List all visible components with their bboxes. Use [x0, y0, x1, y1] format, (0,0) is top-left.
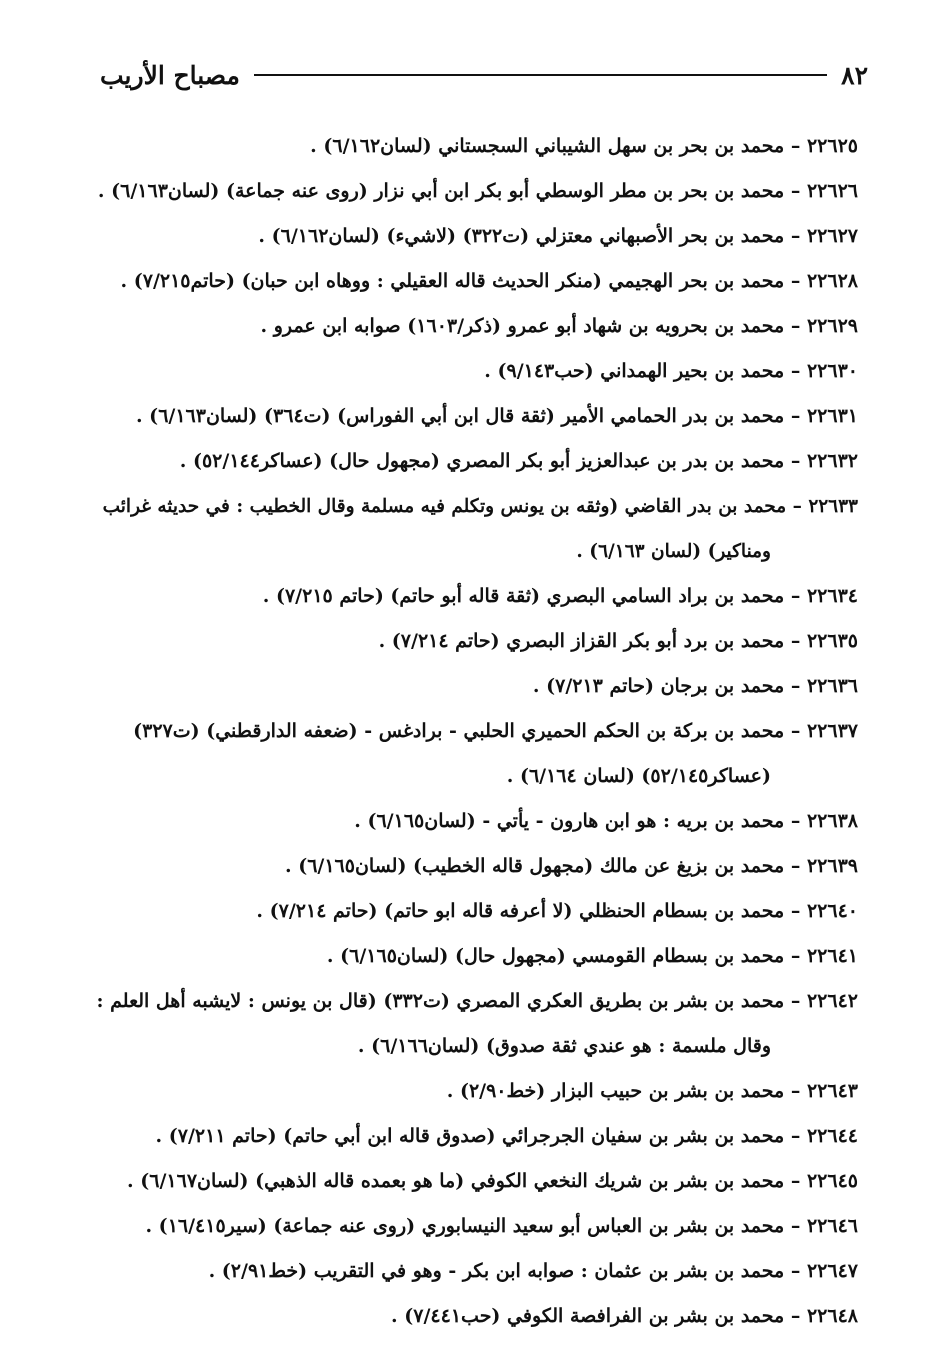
running-header	[100, 58, 868, 92]
entry-22625	[96, 124, 858, 169]
entry-22627	[96, 214, 858, 259]
entry-text: محمد بن برد أبو بكر القزاز البصري (حاتم ٧/٢١٤) .	[378, 630, 785, 652]
entry-22648	[96, 1294, 858, 1339]
entry-22641	[96, 934, 858, 979]
entry-number: ٢٢٦٤١	[806, 945, 858, 967]
entry-dash: –	[790, 360, 801, 382]
entry-22636	[96, 664, 858, 709]
entry-text: محمد بن بشر بن حبيب البزار (خط٢/٩٠) .	[446, 1080, 785, 1102]
entry-dash: –	[790, 630, 801, 652]
entry-22644	[96, 1114, 858, 1159]
entry-number: ٢٢٦٣٦	[806, 675, 858, 697]
entry-dash: –	[790, 1305, 801, 1327]
entry-number: ٢٢٦٣١	[806, 405, 858, 427]
entry-22626	[96, 169, 858, 214]
entry-number: ٢٢٦٤٦	[806, 1215, 858, 1237]
entry-dash: –	[790, 180, 801, 202]
entry-text: محمد بن بدر القاضي (وثقه بن يونس وتكلم فيه مسلمة وقال الخطيب : في حديثه غرائب	[102, 496, 787, 517]
entry-text: محمد بن بزيغ عن مالك (مجهول قاله الخطيب) (لسان٦/١٦٥) .	[284, 855, 785, 877]
entry-dash: –	[790, 1215, 801, 1237]
entry-text: محمد بن بحرويه بن شهاد أبو عمرو (ذكر/١٦٠٣) صوابه ابن عمرو .	[260, 315, 785, 337]
entry-dash: –	[790, 225, 801, 247]
entry-number: ٢٢٦٤٠	[806, 900, 858, 922]
entry-number: ٢٢٦٤٢	[806, 990, 858, 1012]
entry-22628	[96, 259, 858, 304]
entry-number: ٢٢٦٢٧	[806, 225, 858, 247]
entry-number: ٢٢٦٢٩	[806, 315, 858, 337]
entry-dash: –	[790, 810, 801, 832]
entry-22646	[96, 1204, 858, 1249]
entry-22638	[96, 799, 858, 844]
entry-text: محمد بن بشر بن عثمان : صوابه ابن بكر - وهو في التقريب (خط٢/٩١) .	[208, 1260, 785, 1282]
entry-22639	[96, 844, 858, 889]
entry-text: محمد بن بدر الحمامي الأمير (ثقة قال ابن أبي الفوراس) (ت٣٦٤) (لسان٦/١٦٣) .	[135, 405, 785, 427]
entry-dash: –	[790, 270, 801, 292]
entry-dash: –	[790, 1260, 801, 1282]
entry-number: ٢٢٦٣٩	[806, 855, 858, 877]
page-number: ٨٢	[841, 60, 868, 90]
entry-dash: –	[790, 675, 801, 697]
entry-text: محمد بن بركة بن الحكم الحميري الحلبي - برادغس - (ضعفه الدارقطني) (ت٣٢٧)	[133, 720, 785, 742]
entry-22633	[96, 484, 858, 574]
entry-text: محمد بن بحر الأصبهاني معتزلي (ت٣٢٢) (لاشيء) (لسان٦/١٦٢) .	[258, 225, 785, 247]
entry-dash: –	[790, 315, 801, 337]
entry-text: محمد بن براد السامي البصري (ثقة قاله أبو حاتم) (حاتم ٧/٢١٥) .	[262, 585, 785, 607]
entry-number: ٢٢٦٣٢	[806, 450, 858, 472]
entry-22643	[96, 1069, 858, 1114]
entry-number: ٢٢٦٢٥	[806, 135, 858, 157]
entry-text: محمد بن بحير الهمداني (حب٩/١٤٣) .	[484, 360, 785, 382]
entry-number: ٢٢٦٣٠	[806, 360, 858, 382]
entry-22631	[96, 394, 858, 439]
entry-continuation: ومناكير) (لسان ٦/١٦٣) .	[576, 541, 771, 562]
entry-dash: –	[790, 990, 801, 1012]
entry-number: ٢٢٦٤٧	[806, 1260, 858, 1282]
entry-dash: –	[790, 945, 801, 967]
entry-text: محمد بن بسطام الحنظلي (لا أعرفه قاله ابو حاتم) (حاتم ٧/٢١٤) .	[256, 900, 785, 922]
entry-dash: –	[790, 450, 801, 472]
entry-22640	[96, 889, 858, 934]
entry-22635	[96, 619, 858, 664]
entry-number: ٢٢٦٤٨	[806, 1305, 858, 1327]
entry-dash: –	[790, 1125, 801, 1147]
entry-continuation: (عساكر٥٢/١٤٥) (لسان ٦/١٦٤) .	[506, 765, 771, 787]
entry-text: محمد بن بسطام القومسي (مجهول حال) (لسان٦/١٦٥) .	[326, 945, 785, 967]
entry-number: ٢٢٦٢٦	[806, 180, 858, 202]
entry-dash: –	[790, 855, 801, 877]
entry-text: محمد بن بشر بن العباس أبو سعيد النيسابوري (روى عنه جماعة) (سير١٦/٤١٥) .	[145, 1215, 785, 1237]
entry-text: محمد بن بريه : هو ابن هارون - يأتي - (لسان٦/١٦٥) .	[354, 810, 785, 832]
entry-number: ٢٢٦٣٤	[806, 585, 858, 607]
entry-dash: –	[790, 585, 801, 607]
entry-text: محمد بن بدر بن عبدالعزيز أبو بكر المصري (مجهول حال) (عساكر٥٢/١٤٤) .	[179, 450, 785, 472]
entry-dash: –	[792, 496, 802, 517]
entry-number: ٢٢٦٣٣	[808, 496, 858, 517]
entry-list	[96, 124, 858, 1339]
entry-22637	[96, 709, 858, 799]
entry-number: ٢٢٦٣٧	[806, 720, 858, 742]
entry-text: محمد بن برجان (حاتم ٧/٢١٣) .	[532, 675, 785, 697]
entry-22634	[96, 574, 858, 619]
entry-text: محمد بن بشر بن سفيان الجرجرائي (صدوق قاله ابن أبي حاتم) (حاتم ٧/٢١١) .	[155, 1125, 785, 1147]
entry-dash: –	[790, 135, 801, 157]
entry-continuation: وقال ملسمة : هو عندي ثقة صدوق) (لسان٦/١٦٦) .	[357, 1035, 771, 1057]
entry-text: محمد بن بشر بن شريك النخعي الكوفي (ما هو بعمده قاله الذهبي) (لسان٦/١٦٧) .	[127, 1170, 785, 1192]
entry-22647	[96, 1249, 858, 1294]
entry-number: ٢٢٦٤٣	[806, 1080, 858, 1102]
entry-22629	[96, 304, 858, 349]
book-title: مصباح الأريب	[100, 60, 240, 90]
entry-number: ٢٢٦٤٤	[806, 1125, 858, 1147]
entry-text: محمد بن بحر بن سهل الشيباني السجستاني (لسان٦/١٦٢) .	[310, 135, 785, 157]
entry-text: محمد بن بحر بن مطر الوسطي أبو بكر ابن أبي نزار (روى عنه جماعة) (لسان٦/١٦٣) .	[97, 180, 785, 202]
entry-number: ٢٢٦٣٥	[806, 630, 858, 652]
entry-dash: –	[790, 405, 801, 427]
entry-dash: –	[790, 900, 801, 922]
entry-22630	[96, 349, 858, 394]
entry-text: محمد بن بحر الهجيمي (منكر الحديث قاله العقيلي : ووهاه ابن حبان) (حاتم٧/٢١٥) .	[120, 270, 785, 292]
entry-dash: –	[790, 1170, 801, 1192]
entry-number: ٢٢٦٢٨	[806, 270, 858, 292]
entry-text: محمد بن بشر بن الفرافصة الكوفي (حب٧/٤٤١) .	[391, 1305, 785, 1327]
entry-22632	[96, 439, 858, 484]
entry-22642	[96, 979, 858, 1069]
entry-number: ٢٢٦٣٨	[806, 810, 858, 832]
entry-22645	[96, 1159, 858, 1204]
header-rule	[254, 74, 827, 76]
entry-dash: –	[790, 720, 801, 742]
entry-dash: –	[790, 1080, 801, 1102]
entry-text: محمد بن بشر بن بطريق العكري المصري (ت٣٣٢) (قال بن يونس : لايشبه أهل العلم :	[96, 990, 785, 1012]
entry-number: ٢٢٦٤٥	[806, 1170, 858, 1192]
